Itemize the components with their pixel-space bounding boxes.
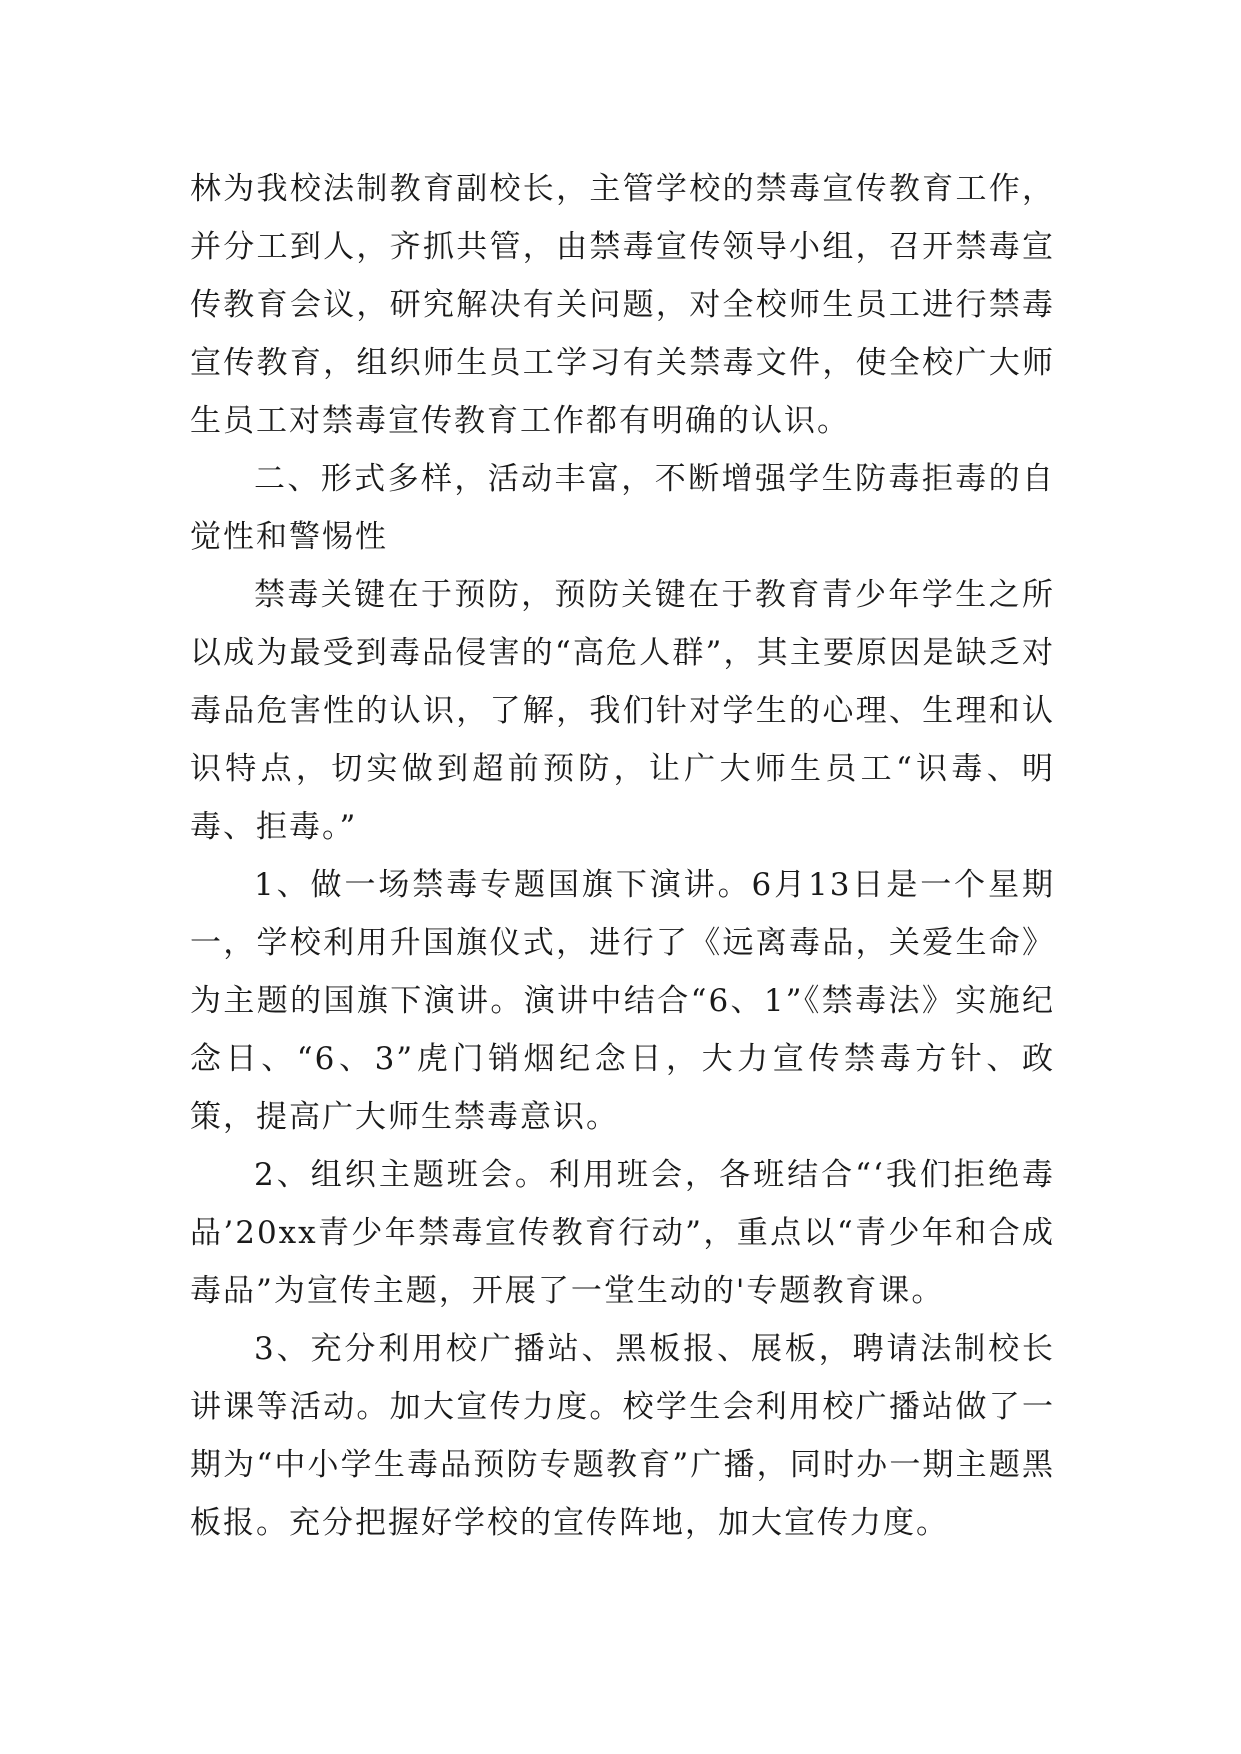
section-heading-two: 二、形式多样，活动丰富，不断增强学生防毒拒毒的自觉性和警惕性 xyxy=(190,461,1055,555)
paragraph-continuation: 林为我校法制教育副校长，主管学校的禁毒宣传教育工作，并分工到人，齐抓共管，由禁毒宣传领导小组，召开禁毒宣传教育会议，研究解决有关问题，对全校师生员工进行禁毒宣传教育，组织师生员工学习有关禁毒文件，使全校广大师生员工对禁毒宣传教育工作都有明确的认识。 xyxy=(190,171,1055,439)
list-item-1: 1、做一场禁毒专题国旗下演讲。6月13日是一个星期一，学校利用升国旗仪式，进行了《远离毒品，关爱生命》为主题的国旗下演讲。演讲中结合“6、1”《禁毒法》实施纪念日、“6、3”虎门销烟纪念日，大力宣传禁毒方针、政策，提高广大师生禁毒意识。 xyxy=(190,867,1055,1135)
list-item-3: 3、充分利用校广播站、黑板报、展板，聘请法制校长讲课等活动。加大宣传力度。校学生会利用校广播站做了一期为“中小学生毒品预防专题教育”广播，同时办一期主题黑板报。充分把握好学校的宣传阵地，加大宣传力度。 xyxy=(190,1331,1055,1541)
list-item-2: 2、组织主题班会。利用班会，各班结合“‘我们拒绝毒品’20xx青少年禁毒宣传教育行动”，重点以“青少年和合成毒品”为宣传主题，开展了一堂生动的'专题教育课。 xyxy=(190,1157,1055,1309)
paragraph-prevention: 禁毒关键在于预防，预防关键在于教育青少年学生之所以成为最受到毒品侵害的“高危人群”，其主要原因是缺乏对毒品危害性的认识，了解，我们针对学生的心理、生理和认识特点，切实做到超前预防，让广大师生员工“识毒、明毒、拒毒。” xyxy=(190,577,1055,845)
body-text xyxy=(190,160,1055,1552)
